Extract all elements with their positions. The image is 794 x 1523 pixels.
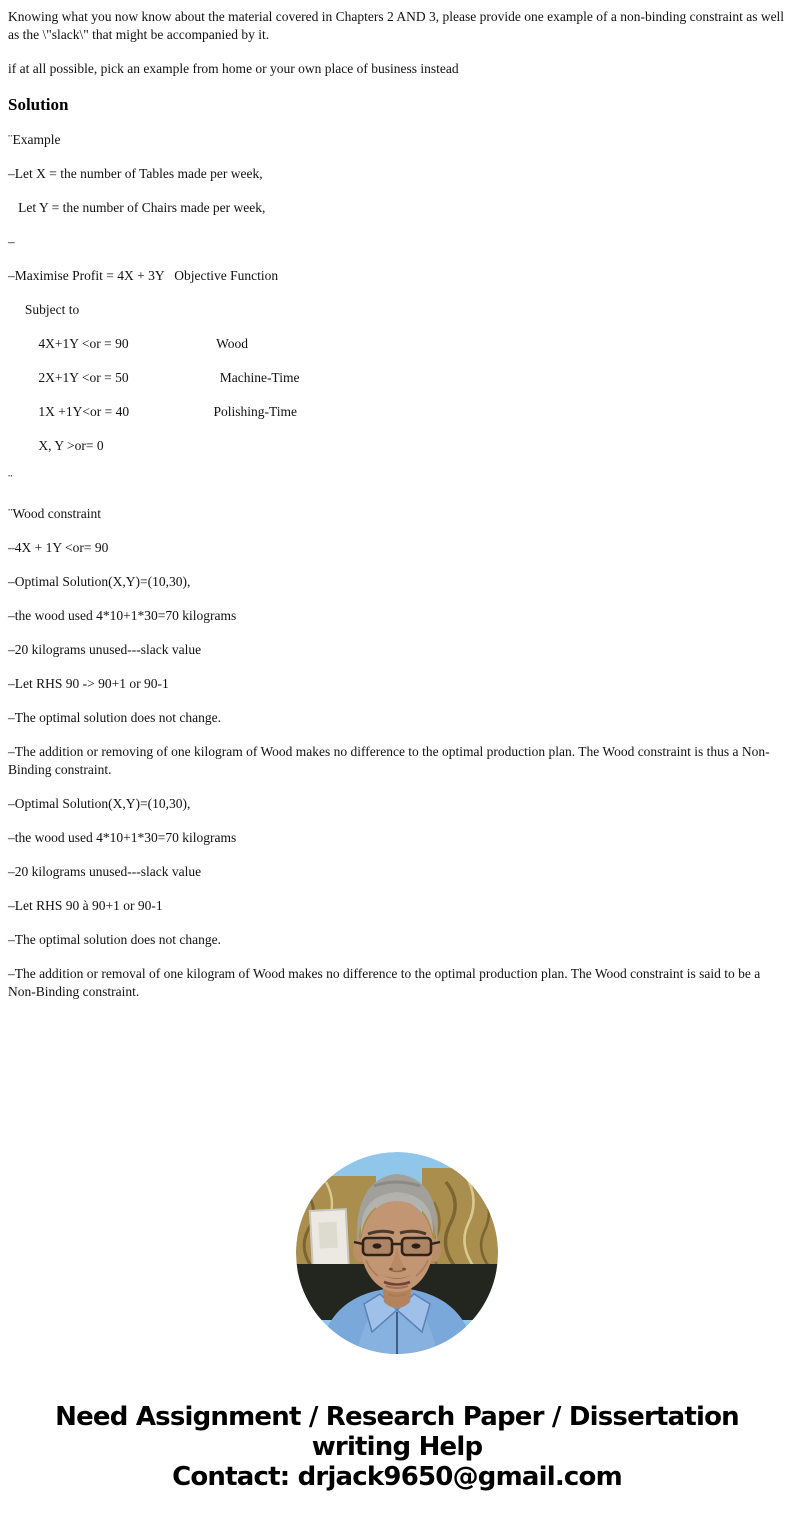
solution-paragraph: –Optimal Solution(X,Y)=(10,30), xyxy=(8,574,191,589)
solution-paragraph: –Let RHS 90 -> 90+1 or 90-1 xyxy=(8,676,169,691)
solution-paragraph: –20 kilograms unused---slack value xyxy=(8,864,202,879)
solution-paragraph: –the wood used 4*10+1*30=70 kilograms xyxy=(8,608,237,623)
question-paragraph-1: Knowing what you now know about the material covered in Chapters 2 AND 3, please provide one example of a non-binding constraint as well as the \"slack\" that might be accompanied by it. xyxy=(8,9,788,42)
footer-line-1: Need Assignment / Research Paper / Dissertation xyxy=(55,1402,739,1432)
solution-paragraph: X, Y >or= 0 xyxy=(8,438,104,453)
solution-paragraphs xyxy=(8,131,786,1001)
footer-banner xyxy=(0,1402,794,1492)
solution-paragraph: –Let RHS 90 à 90+1 or 90-1 xyxy=(8,898,163,913)
solution-paragraph: –The optimal solution does not change. xyxy=(8,710,221,725)
solution-paragraph: –The addition or removing of one kilogram of Wood makes no difference to the optimal production plan. The Wood constraint is thus a Non-Binding constraint. xyxy=(8,744,770,777)
solution-paragraph: 4X+1Y <or = 90 Wood xyxy=(8,336,249,351)
solution-paragraph: –the wood used 4*10+1*30=70 kilograms xyxy=(8,830,237,845)
solution-paragraph: –The addition or removal of one kilogram of Wood makes no difference to the optimal production plan. The Wood constraint is said to be a Non-Binding constraint. xyxy=(8,966,764,999)
solution-paragraph: ¨ xyxy=(8,472,13,487)
solution-paragraph: –4X + 1Y <or= 90 xyxy=(8,540,109,555)
solution-paragraph: 2X+1Y <or = 50 Machine-Time xyxy=(8,370,300,385)
footer-line-2: writing Help xyxy=(311,1432,483,1462)
question-paragraph-2: if at all possible, pick an example from home or your own place of business instead xyxy=(8,61,459,76)
solution-paragraph: ¨Example xyxy=(8,132,61,147)
solution-paragraph: –The optimal solution does not change. xyxy=(8,932,221,947)
tutor-avatar xyxy=(296,1152,498,1354)
solution-paragraph: – xyxy=(8,234,15,249)
solution-paragraph: 1X +1Y<or = 40 Polishing-Time xyxy=(8,404,297,419)
solution-paragraph: –Maximise Profit = 4X + 3Y Objective Function xyxy=(8,268,279,283)
tutor-photo-container xyxy=(0,1152,794,1354)
solution-heading: Solution xyxy=(8,95,69,114)
solution-paragraph: –20 kilograms unused---slack value xyxy=(8,642,202,657)
solution-paragraph: ¨Wood constraint xyxy=(8,506,102,521)
solution-paragraph: –Let X = the number of Tables made per week, xyxy=(8,166,263,181)
solution-paragraph: –Optimal Solution(X,Y)=(10,30), xyxy=(8,796,191,811)
solution-paragraph: Subject to xyxy=(8,302,80,317)
solution-paragraph: Let Y = the number of Chairs made per week, xyxy=(8,200,266,215)
footer-contact-email: Contact: drjack9650@gmail.com xyxy=(172,1462,622,1492)
